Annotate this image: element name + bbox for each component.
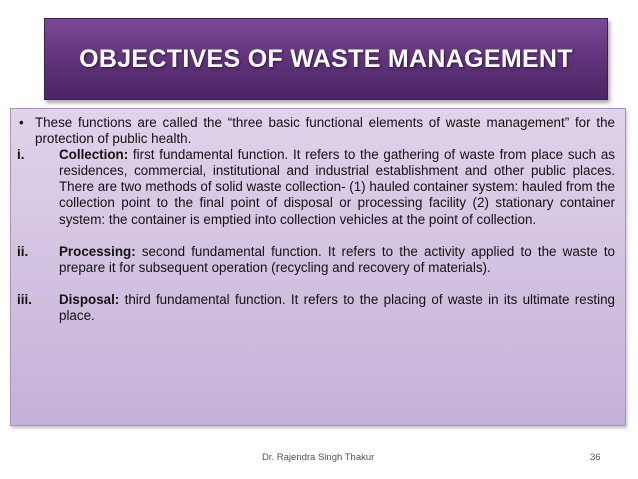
list-item-text [59, 292, 615, 324]
content-box [10, 108, 626, 426]
spacer [17, 276, 615, 292]
term-disposal: Disposal: [59, 291, 120, 307]
list-marker: i. [17, 147, 25, 163]
list-item-text [59, 244, 615, 276]
slide-title: OBJECTIVES OF WASTE MANAGEMENT [79, 44, 573, 73]
page-number: 36 [590, 452, 601, 463]
list-marker: ii. [17, 243, 29, 259]
disposal-description: third fundamental function. It refers to the placing of waste in its ultimate resting place. [59, 291, 615, 323]
footer-author: Dr. Rajendra Singh Thakur [262, 452, 375, 463]
intro-bullet [17, 115, 615, 147]
list-item-collection [17, 147, 615, 227]
title-banner [44, 18, 608, 100]
bullet-marker: • [19, 115, 24, 130]
list-item-text [59, 147, 615, 227]
processing-description: second fundamental function. It refers to the activity applied to the waste to prepare it for subsequent operation (recycling and recovery of materials). [59, 243, 615, 275]
spacer [17, 228, 615, 244]
collection-description: first fundamental function. It refers to the gathering of waste from place such as residences, commercial, institutional and industrial establishment and other public places. There are two methods of solid waste collection- (1) hauled container system: hauled from the collection point to the final point of disposal or processing facility (2) stationary container system: the container is emptied into collection vehicles at the point of collection. [59, 147, 615, 227]
list-marker: iii. [17, 291, 32, 307]
list-item-disposal [17, 292, 615, 324]
list-item-processing [17, 244, 615, 276]
intro-text: These functions are called the “three basic functional elements of waste management” for the protection of public health. [35, 115, 615, 147]
term-collection: Collection: [59, 147, 129, 163]
term-processing: Processing: [59, 243, 136, 259]
